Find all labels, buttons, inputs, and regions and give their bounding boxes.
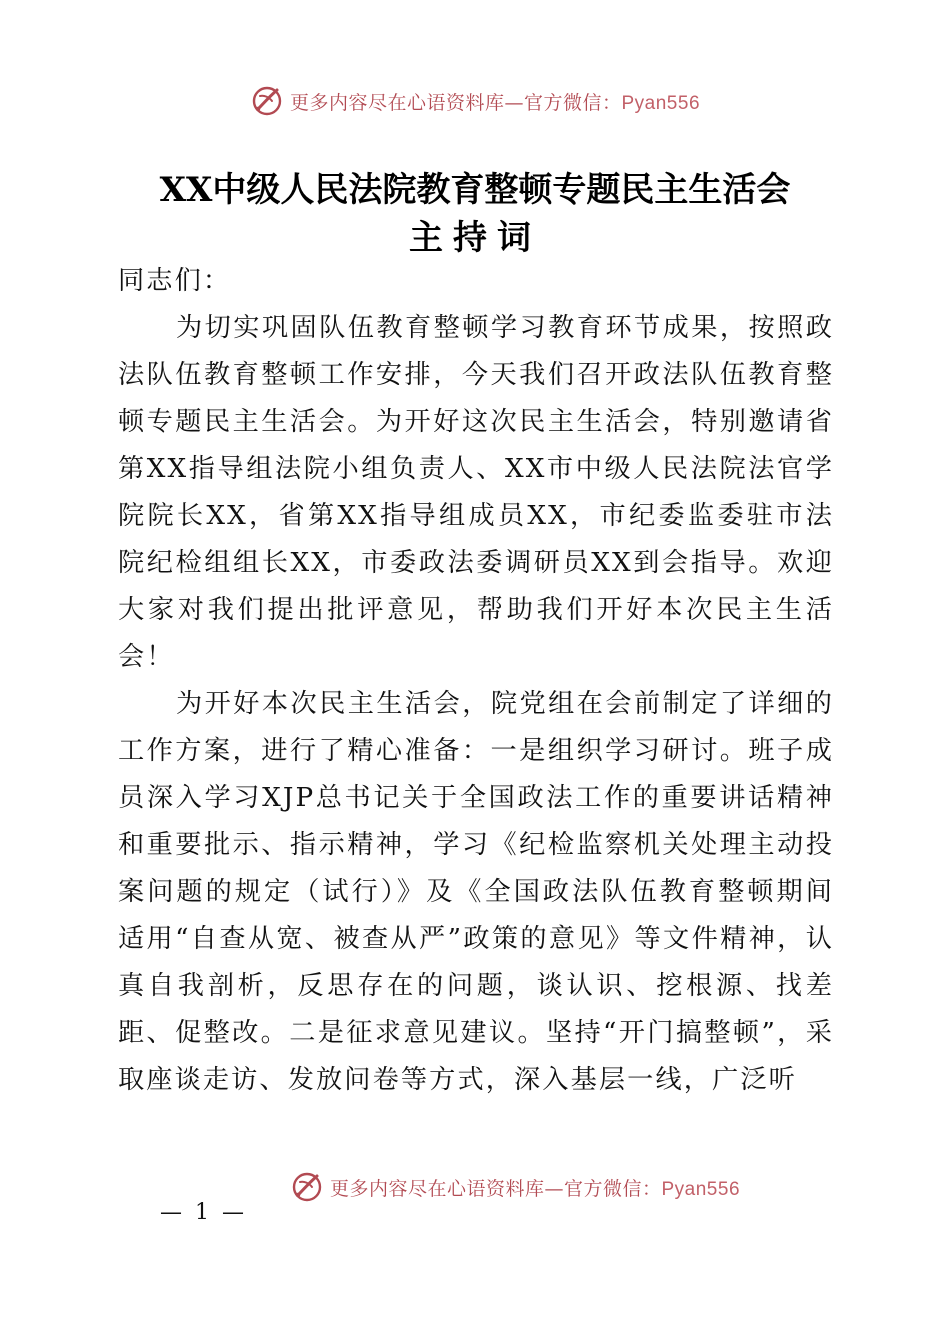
salutation: 同志们： <box>118 266 232 296</box>
document-title: XX中级人民法院教育整顿专题民主生活会 <box>159 170 791 210</box>
paragraph: 为切实巩固队伍教育整顿学习教育环节成果，按照政法队伍教育整顿工作安排，今天我们召开政法队伍教育整顿专题民主生活会。为开好这次民主生活会，特别邀请省第XX指导组法院小组负责人、XX市中级人民法院法官学院院长XX，省第XX指导组成员XX，市纪委监委驻市法院纪检组组长XX，市委政法委调研员XX到会指导。欢迎大家对我们提出批评意见，帮助我们开好本次民主生活会！ <box>118 313 834 672</box>
document-body <box>118 258 834 1104</box>
header-banner-text: 更多内容尽在心语资料库—官方微信：Pyan556 <box>289 91 701 114</box>
footer-banner-text: 更多内容尽在心语资料库—官方微信：Pyan556 <box>329 1177 741 1200</box>
brush-seal-icon <box>290 1170 324 1204</box>
footer-banner <box>40 1170 950 1204</box>
header-banner <box>0 84 950 118</box>
paragraph: 为开好本次民主生活会，院党组在会前制定了详细的工作方案，进行了精心准备：一是组织学习研讨。班子成员深入学习XJP总书记关于全国政法工作的重要讲话精神和重要批示、指示精神，学习《纪检监察机关处理主动投案问题的规定（试行）》及《全国政法队伍教育整顿期间适用“自查从宽、被查从严”政策的意见》等文件精神，认真自我剖析，反思存在的问题，谈认识、挖根源、找差距、促整改。二是征求意见建议。坚持“开门搞整顿”，采取座谈走访、发放问卷等方式，深入基层一线，广泛听 <box>118 689 834 1095</box>
wechat-id: Pyan556 <box>621 92 701 114</box>
page-number: — 1 — <box>160 1200 247 1225</box>
wechat-id: Pyan556 <box>661 1178 741 1200</box>
brush-seal-icon <box>250 84 284 118</box>
document-subtitle: 主持词 <box>409 218 541 258</box>
